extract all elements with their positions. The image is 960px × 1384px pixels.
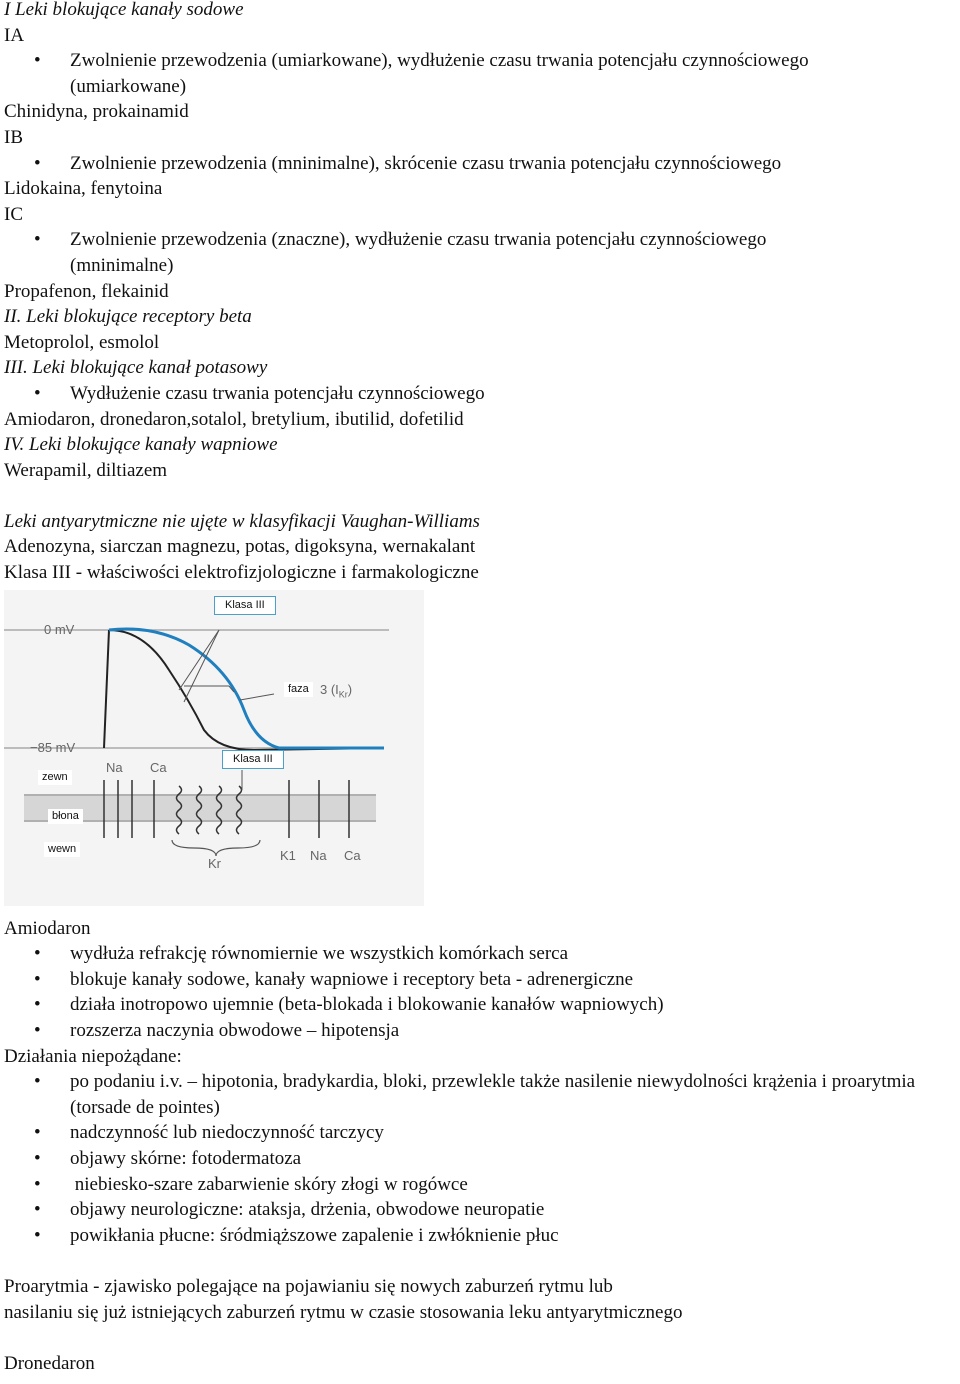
class-ia-drugs: Chinidyna, prokainamid — [4, 101, 189, 123]
zero-mv-label: 0 mV — [44, 621, 75, 637]
amiodaron-bullet-text: działa inotropowo ujemnie (beta-blokada i blokowanie kanałów wapniowych) — [70, 994, 664, 1016]
class-ic-bullet-cont — [4, 253, 960, 279]
amiodaron-bullet-text: wydłuża refrakcję równomiernie we wszystkich komórkach serca — [70, 943, 569, 965]
adverse-effect-text: powikłania płucne: śródmiąższowe zapalenie i zwłóknienie płuc — [70, 1224, 559, 1246]
bullet-icon: • — [34, 1199, 41, 1221]
phase-label: faza — [284, 682, 313, 697]
bullet-icon: • — [34, 943, 41, 965]
amiodaron-bullet — [4, 1018, 960, 1044]
klasa-iii-label-bottom: Klasa III — [222, 750, 284, 769]
class-ia-label: IA — [4, 24, 25, 46]
bullet-icon: • — [34, 1224, 41, 1246]
kr-brace — [172, 840, 260, 856]
bullet-icon: • — [34, 968, 41, 990]
class-ib-bullet-text: Zwolnienie przewodzenia (mninimalne), skrócenie czasu trwania potencjału czynnościowego — [70, 152, 782, 174]
class-ia-bullet-cont — [4, 74, 960, 100]
class4-title: IV. Leki blokujące kanały wapniowe — [4, 434, 278, 456]
phase-3-close: ) — [347, 681, 353, 697]
class3-drugs: Amiodaron, dronedaron,sotalol, bretylium, ibutilid, dofetilid — [4, 408, 464, 430]
other-drugs-list: Adenozyna, siarczan magnezu, potas, digoksyna, wernakalant — [4, 536, 476, 558]
na-label-top: Na — [106, 759, 123, 775]
ca-label-top: Ca — [150, 759, 167, 775]
class-ib-drugs: Lidokaina, fenytoina — [4, 178, 163, 200]
kr-label: Kr — [208, 855, 221, 871]
adverse-effect-text: niebiesko-szare zabarwienie skóry złogi w rogówce — [70, 1173, 468, 1195]
class-ia-bullet-text-1: Zwolnienie przewodzenia (umiarkowane), wydłużenie czasu trwania potencjału czynnościowego — [70, 50, 809, 72]
bullet-icon: • — [34, 50, 41, 72]
class4-drugs: Werapamil, diltiazem — [4, 459, 168, 481]
class-ic-label: IC — [4, 203, 23, 225]
bullet-icon: • — [34, 382, 41, 404]
document — [4, 0, 960, 1376]
bullet-icon: • — [34, 994, 41, 1016]
adverse-effect-text: nadczynność lub niedoczynność tarczycy — [70, 1122, 384, 1144]
adverse-effect-item — [4, 1146, 960, 1172]
adverse-effect-text: po podaniu i.v. – hipotonia, bradykardia, bloki, przewlekle także nasilenie niewydolności krążenia i proarytmia (torsade de pointes) — [70, 1071, 916, 1118]
bullet-icon: • — [34, 1071, 41, 1093]
phase-3-subscript: Kr — [338, 689, 348, 700]
adverse-effect-item — [4, 1223, 960, 1249]
adverse-effect-item — [4, 1172, 960, 1198]
class1-title: I Leki blokujące kanały sodowe — [4, 0, 244, 20]
proarrhythmia-definition-line-1: Proarytmia - zjawisko polegające na pojawianiu się nowych zaburzeń rytmu lub — [4, 1275, 613, 1297]
pointer-line — [179, 630, 219, 690]
bullet-icon: • — [34, 1020, 41, 1042]
dronedaron-title: Dronedaron — [4, 1352, 95, 1374]
amiodaron-bullet — [4, 992, 960, 1018]
adverse-effect-item — [4, 1069, 960, 1120]
inside-label: wewn — [44, 842, 80, 857]
amiodaron-bullet — [4, 967, 960, 993]
phase-3-text: 3 (I — [320, 681, 339, 697]
class2-drugs: Metoprolol, esmolol — [4, 331, 160, 353]
adverse-effect-item — [4, 1120, 960, 1146]
amiodaron-bullet-text: blokuje kanały sodowe, kanały wapniowe i receptory beta - adrenergiczne — [70, 968, 634, 990]
action-potential-figure — [4, 590, 424, 906]
bullet-icon: • — [34, 1122, 41, 1144]
bullet-icon: • — [34, 1173, 41, 1195]
class-ib-label: IB — [4, 126, 23, 148]
class-ic-drugs: Propafenon, flekainid — [4, 280, 169, 302]
class-ia-bullet-text-2: (umiarkowane) — [70, 75, 187, 97]
class-ic-bullet-text-1: Zwolnienie przewodzenia (znaczne), wydłużenie czasu trwania potencjału czynnościowego — [70, 229, 767, 251]
class-ic-bullet — [4, 227, 960, 253]
ca-label-bottom: Ca — [344, 847, 361, 863]
bullet-icon: • — [34, 1148, 41, 1169]
depolarization-upstroke — [104, 630, 109, 748]
other-drugs-title: Leki antyarytmiczne nie ujęte w klasyfikacji Vaughan-Williams — [4, 510, 480, 532]
pointer-line — [240, 694, 274, 700]
amiodaron-bullet-text: rozszerza naczynia obwodowe – hipotensja — [70, 1020, 400, 1042]
membrane-label: błona — [48, 809, 83, 824]
phase-3-label — [320, 682, 352, 703]
bullet-icon: • — [34, 229, 41, 251]
adverse-effect-text: objawy neurologiczne: ataksja, drżenia, obwodowe neuropatie — [70, 1199, 545, 1221]
adverse-effect-text: objawy skórne: fotodermatoza — [70, 1148, 302, 1169]
class-ic-bullet-text-2: (mninimalne) — [70, 254, 174, 276]
k1-label: K1 — [280, 847, 296, 863]
class2-title: II. Leki blokujące receptory beta — [4, 306, 252, 328]
class3-title: III. Leki blokujące kanał potasowy — [4, 357, 268, 379]
bullet-icon: • — [34, 152, 41, 174]
adverse-effects-title: Działania niepożądane: — [4, 1045, 182, 1067]
amiodaron-title: Amiodaron — [4, 917, 91, 939]
amiodaron-bullet — [4, 941, 960, 967]
class-ia-bullet — [4, 48, 960, 74]
adverse-effect-item — [4, 1197, 960, 1223]
proarrhythmia-definition-line-2: nasilaniu się już istniejących zaburzeń rytmu w czasie stosowania leku antyarytmicznego — [4, 1301, 683, 1323]
class3-bullet — [4, 381, 960, 407]
na-label-bottom: Na — [310, 847, 327, 863]
class3-bullet-text: Wydłużenie czasu trwania potencjału czynnościowego — [70, 382, 485, 404]
resting-mv-label: −85 mV — [30, 739, 76, 755]
klasa-iii-label-top: Klasa III — [214, 596, 276, 615]
class3-properties-heading: Klasa III - właściwości elektrofizjologiczne i farmakologiczne — [4, 562, 479, 584]
outside-label: zewn — [38, 770, 72, 785]
class-ib-bullet — [4, 151, 960, 177]
